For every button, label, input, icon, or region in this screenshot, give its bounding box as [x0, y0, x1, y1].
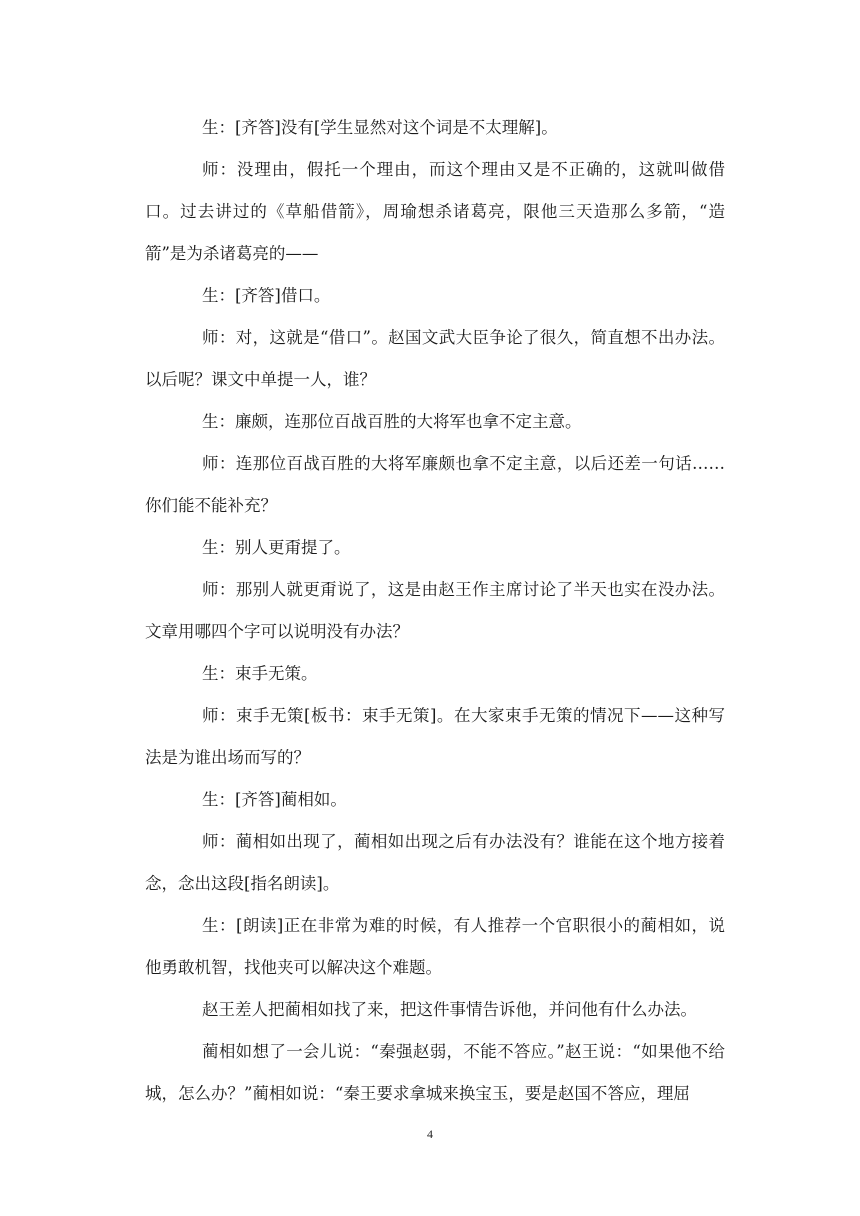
paragraph: 生：[齐答]蔺相如。 — [202, 790, 347, 809]
paragraph: 师：没理由，假托一个理由，而这个理由又是不正确的，这就叫做借口。过去讲过的《草船借箭》，周瑜想杀诸葛亮，限他三天造那么多箭，“造箭”是为杀诸葛亮的—— — [145, 160, 725, 263]
page-number: 4 — [427, 1127, 433, 1141]
paragraph: 师：对，这就是“借口”。赵国文武大臣争论了很久，简直想不出办法。以后呢？课文中单提一人，谁？ — [145, 328, 725, 389]
paragraph: 生：廉颇，连那位百战百胜的大将军也拿不定主意。 — [202, 412, 582, 431]
paragraph: 生：[齐答]借口。 — [202, 286, 331, 305]
paragraph: 蔺相如想了一会儿说：“秦强赵弱，不能不答应。”赵王说：“如果他不给城，怎么办？”蔺相如说：“秦王要求拿城来换宝玉，要是赵国不答应，理屈 — [145, 1042, 725, 1103]
paragraph: 赵王差人把蔺相如找了来，把这件事情告诉他，并问他有什么办法。 — [202, 1000, 697, 1019]
paragraph: 师：连那位百战百胜的大将军廉颇也拿不定主意，以后还差一句话……你们能不能补充？ — [145, 454, 725, 515]
paragraph: 师：蔺相如出现了，蔺相如出现之后有办法没有？谁能在这个地方接着念，念出这段[指名朗读]。 — [145, 832, 725, 893]
paragraph: 生：[朗读]正在非常为难的时候，有人推荐一个官职很小的蔺相如，说他勇敢机智，找他夹可以解决这个难题。 — [145, 916, 725, 977]
paragraph: 生：[齐答]没有[学生显然对这个词是不太理解]。 — [202, 118, 558, 137]
paragraph: 师：那别人就更甭说了，这是由赵王作主席讨论了半天也实在没办法。文章用哪四个字可以说明没有办法？ — [145, 580, 725, 641]
document-body — [145, 107, 725, 1115]
paragraph: 生：别人更甭提了。 — [202, 538, 351, 557]
paragraph: 生：束手无策。 — [202, 664, 318, 683]
paragraph: 师：束手无策[板书：束手无策]。在大家束手无策的情况下——这种写法是为谁出场而写的？ — [145, 706, 725, 767]
